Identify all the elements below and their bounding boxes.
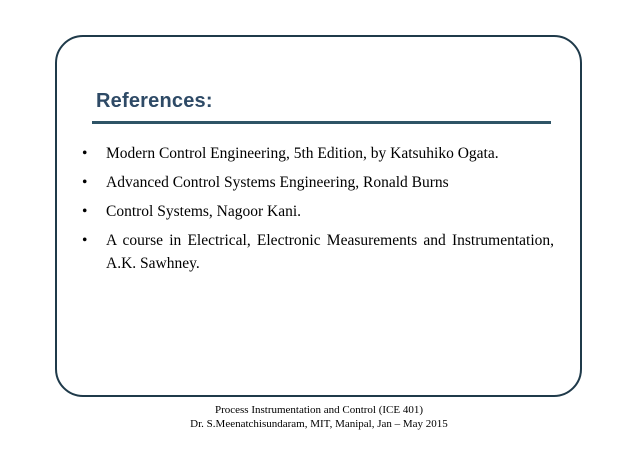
bullet-icon: • <box>82 145 88 162</box>
list-item <box>82 142 554 165</box>
bullet-icon: • <box>82 232 88 249</box>
bullet-icon: • <box>82 203 88 220</box>
list-item <box>82 171 554 194</box>
slide-title: References: <box>96 90 213 112</box>
title-underline <box>92 121 551 124</box>
bullet-icon: • <box>82 174 88 191</box>
footer-author: Dr. S.Meenatchisundaram, MIT, Manipal, Jan – May 2015 <box>190 418 448 430</box>
reference-text: Control Systems, Nagoor Kani. <box>106 203 302 220</box>
list-item <box>82 229 554 275</box>
reference-text: Modern Control Engineering, 5th Edition, by Katsuhiko Ogata. <box>106 145 499 162</box>
references-list <box>82 142 554 281</box>
footer-course: Process Instrumentation and Control (ICE 401) <box>214 404 424 416</box>
reference-text: Advanced Control Systems Engineering, Ronald Burns <box>106 174 449 191</box>
list-item <box>82 200 554 223</box>
slide-footer <box>0 403 638 431</box>
reference-text: A course in Electrical, Electronic Measurements and Instrumentation, A.K. Sawhney. <box>106 232 554 272</box>
